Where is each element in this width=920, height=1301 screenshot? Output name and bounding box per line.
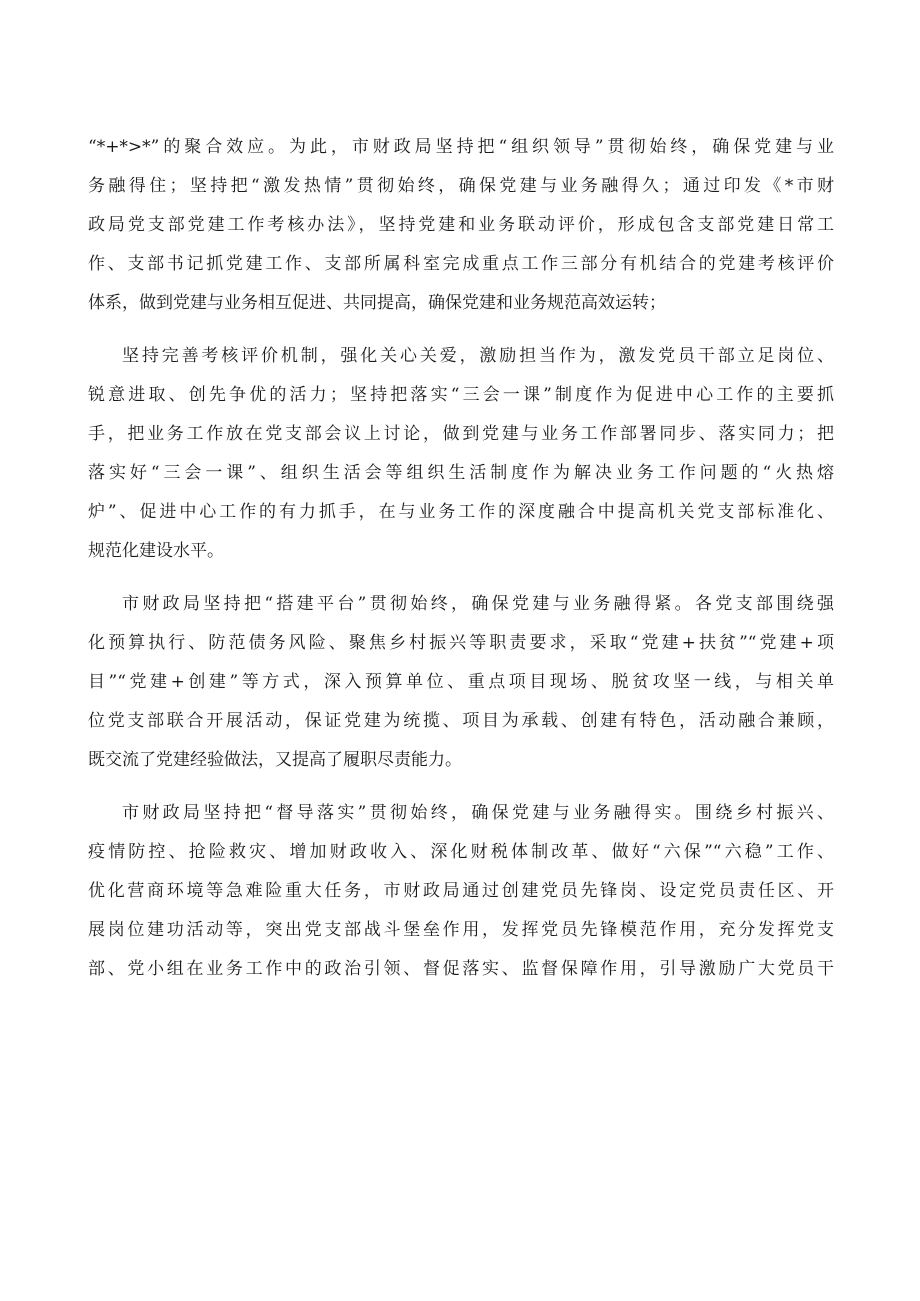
text-line: 市财政局坚持把“搭建平台”贯彻始终，确保党建与业务融得紧。各党支部围绕强	[122, 594, 834, 614]
text-line: 作、支部书记抓党建工作、支部所属科室完成重点工作三部分有机结合的党建考核评价	[88, 254, 834, 274]
text-line: 锐意进取、创先争优的活力；坚持把落实“三会一课”制度作为促进中心工作的主要抓	[88, 385, 834, 405]
paragraph-3	[88, 585, 834, 780]
text-line: 体系，做到党建与业务相互促进、共同提高，确保党建和业务规范高效运转；	[88, 293, 666, 313]
text-line: 部、党小组在业务工作中的政治引领、督促落实、监督保障作用，引导激励广大党员干	[88, 959, 834, 979]
text-line: 既交流了党建经验做法，又提高了履职尽责能力。	[88, 750, 462, 770]
text-line: 手，把业务工作放在党支部会议上讨论，做到党建与业务工作部署同步、落实同力；把	[88, 424, 834, 444]
paragraph-2	[88, 337, 834, 571]
text-line: 坚持完善考核评价机制，强化关心关爱，激励担当作为，激发党员干部立足岗位、	[122, 346, 834, 366]
text-line: 规范化建设水平。	[88, 541, 224, 561]
text-line: 炉”、促进中心工作的有力抓手，在与业务工作的深度融合中提高机关党支部标准化、	[88, 502, 834, 522]
text-line: 目”“党建+创建”等方式，深入预算单位、重点项目现场、脱贫攻坚一线，与相关单	[88, 672, 834, 692]
document-body	[88, 128, 834, 989]
text-line: 疫情防控、抢险救灾、增加财政收入、深化财税体制改革、做好“六保”“六稳”工作、	[88, 842, 834, 862]
paragraph-1	[88, 128, 834, 323]
text-line: 位党支部联合开展活动，保证党建为统揽、项目为承载、创建有特色，活动融合兼顾，	[88, 711, 834, 731]
text-line: “*+*>*”的聚合效应。为此，市财政局坚持把“组织领导”贯彻始终，确保党建与业	[88, 137, 834, 157]
text-line: 政局党支部党建工作考核办法》，坚持党建和业务联动评价，形成包含支部党建日常工	[88, 215, 834, 235]
text-line: 展岗位建功活动等，突出党支部战斗堡垒作用，发挥党员先锋模范作用，充分发挥党支	[88, 920, 834, 940]
text-line: 化预算执行、防范债务风险、聚焦乡村振兴等职责要求，采取“党建+扶贫”“党建+项	[88, 633, 834, 653]
text-line: 市财政局坚持把“督导落实”贯彻始终，确保党建与业务融得实。围绕乡村振兴、	[122, 803, 834, 823]
paragraph-4	[88, 794, 834, 989]
text-line: 落实好“三会一课”、组织生活会等组织生活制度作为解决业务工作问题的“火热熔	[88, 463, 834, 483]
text-line: 务融得住；坚持把“激发热情”贯彻始终，确保党建与业务融得久；通过印发《*市财	[88, 176, 834, 196]
text-line: 优化营商环境等急难险重大任务，市财政局通过创建党员先锋岗、设定党员责任区、开	[88, 881, 834, 901]
